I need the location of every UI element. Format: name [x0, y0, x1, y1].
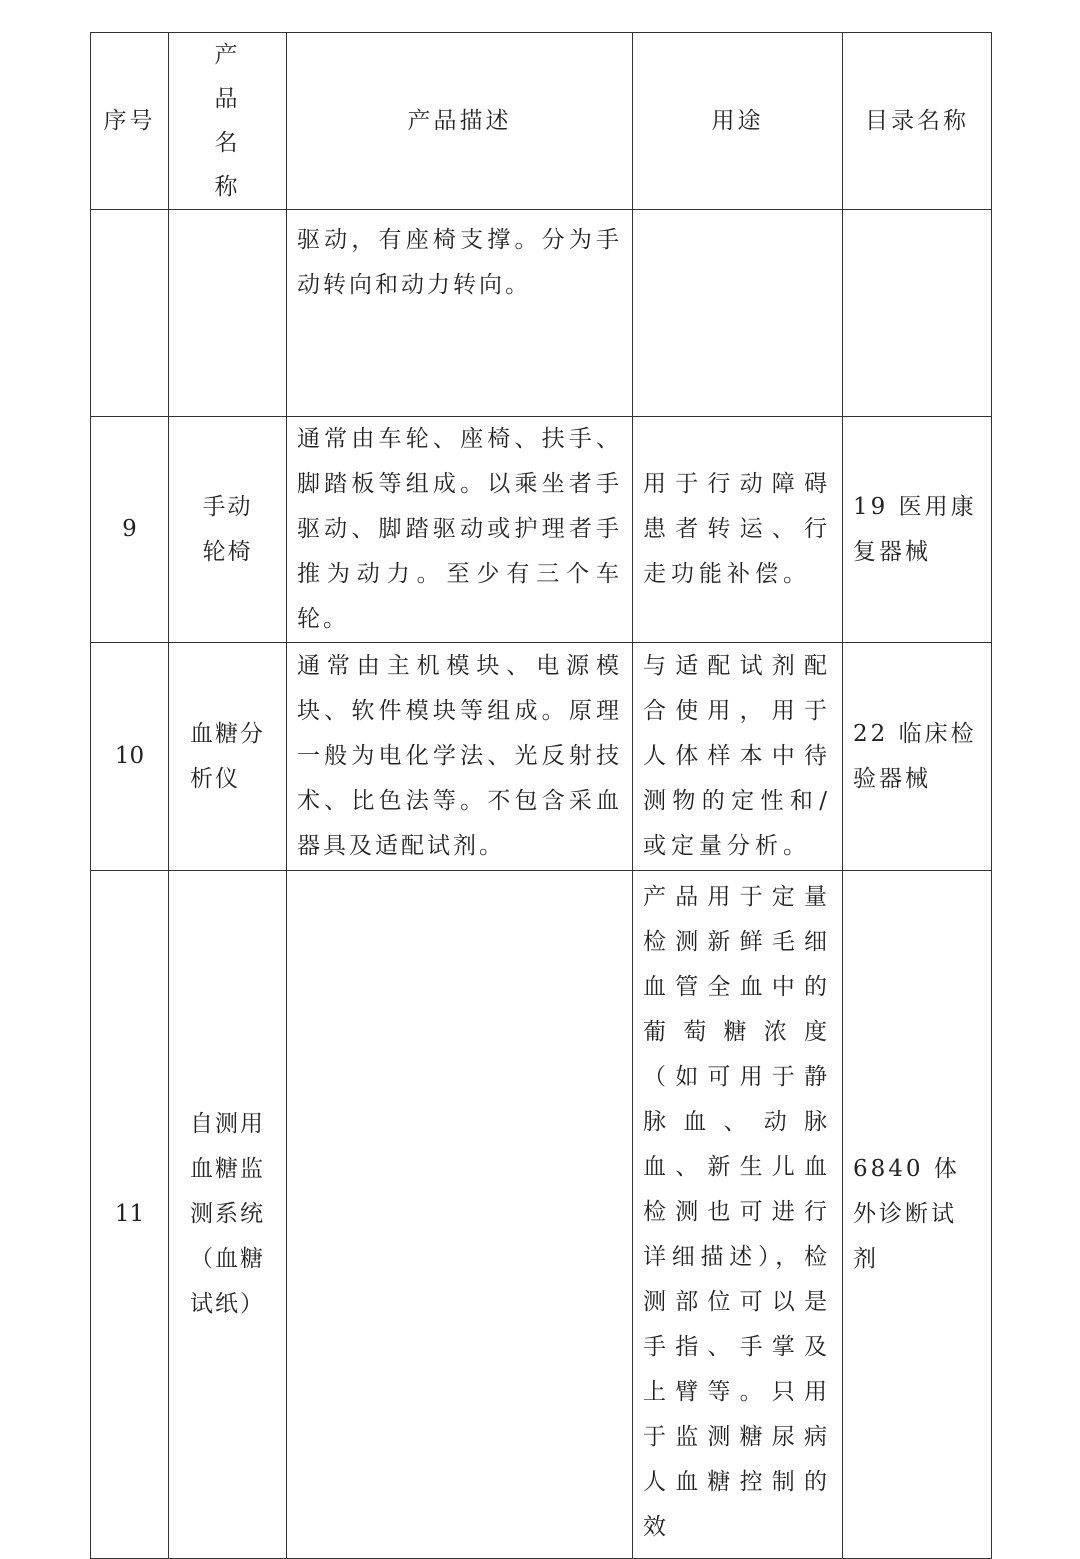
row-serial-number: 11 [91, 871, 169, 1559]
row-product-name [169, 643, 287, 871]
table-row [91, 210, 992, 417]
row-product-name-text: 手动轮椅 [202, 493, 253, 565]
row-usage: 与适配试剂配合使用，用于人体样本中待测物的定性和/或定量分析。 [633, 643, 843, 871]
header-product-description: 产品描述 [287, 33, 633, 210]
row-product-description: 通常由车轮、座椅、扶手、脚踏板等组成。以乘坐者手驱动、脚踏驱动或护理者手推为动力。至少有三个车轮。 [287, 417, 633, 643]
row-serial-number [91, 210, 169, 417]
row-product-name-text: 血糖分析仪 [190, 720, 265, 792]
header-product-name [169, 33, 287, 210]
product-table [90, 32, 992, 1559]
row-product-name-text: 自测用血糖监测系统（血糖试纸） [190, 1111, 265, 1317]
row-catalog-name: 19 医用康复器械 [843, 417, 992, 643]
row-serial-number: 10 [91, 643, 169, 871]
row-usage [633, 210, 843, 417]
header-catalog-name: 目录名称 [843, 33, 992, 210]
row-catalog-name: 6840 体外诊断试剂 [843, 871, 992, 1559]
row-usage: 产品用于定量检测新鲜毛细血管全血中的葡萄糖浓度（如可用于静脉血、动脉血、新生儿血检测也可进行详细描述），检测部位可以是手指、手掌及上臂等。只用于监测糖尿病人血糖控制的效 [633, 871, 843, 1559]
table-row [91, 417, 992, 643]
row-serial-number: 9 [91, 417, 169, 643]
row-product-description: 驱动，有座椅支撑。分为手动转向和动力转向。 [287, 210, 633, 417]
row-product-name [169, 210, 287, 417]
header-serial-number: 序号 [91, 33, 169, 210]
table-row [91, 643, 992, 871]
row-usage: 用于行动障碍患者转运、行走功能补偿。 [633, 417, 843, 643]
row-product-description [287, 871, 633, 1559]
header-product-name-text: 产品名称 [214, 42, 241, 200]
row-catalog-name: 22 临床检验器械 [843, 643, 992, 871]
table-row [91, 871, 992, 1559]
header-usage: 用途 [633, 33, 843, 210]
row-product-name [169, 871, 287, 1559]
table-header-row [91, 33, 992, 210]
row-product-description: 通常由主机模块、电源模块、软件模块等组成。原理一般为电化学法、光反射技术、比色法等。不包含采血器具及适配试剂。 [287, 643, 633, 871]
row-product-name [169, 417, 287, 643]
row-catalog-name [843, 210, 992, 417]
